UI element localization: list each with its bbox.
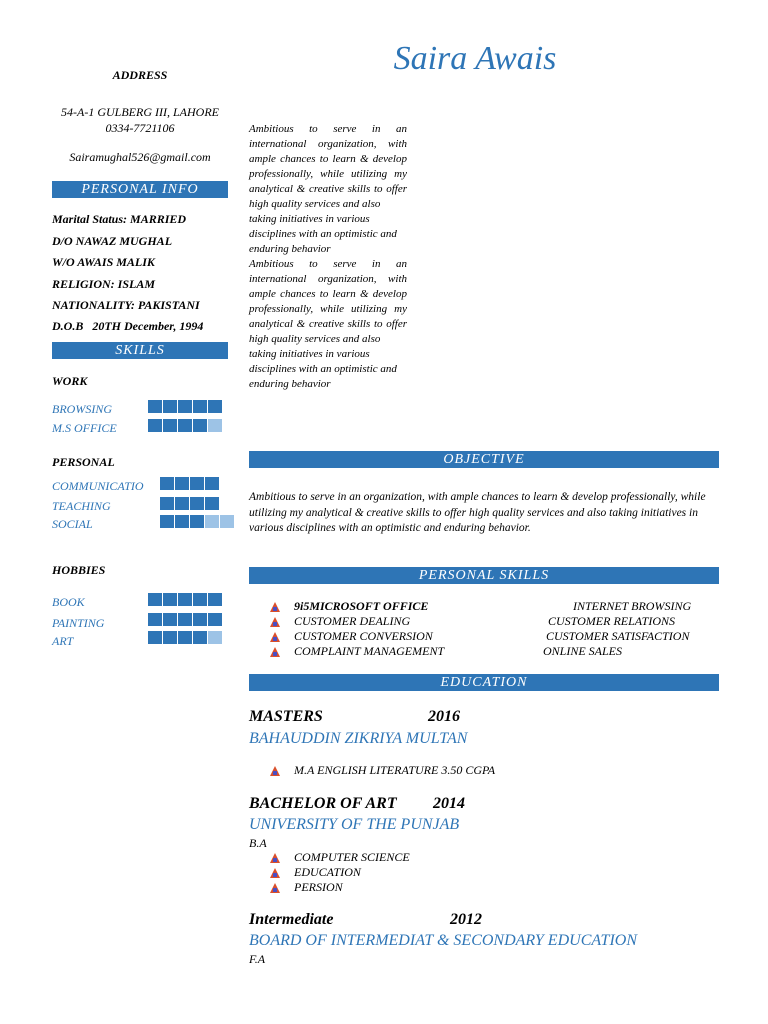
rating-box-filled xyxy=(148,593,162,606)
objective-heading: OBJECTIVE xyxy=(249,451,719,468)
rating-box-filled xyxy=(148,400,162,413)
skills-heading: SKILLS xyxy=(52,342,228,359)
skills-group-hobbies: HOBBIES xyxy=(52,563,106,577)
summary-paragraph: Ambitious to serve in an international organization, with ample chances to learn & develop professionally, while utilizing my analytical & creative skills to offer high quality services and also xyxy=(249,123,407,210)
personal-skill-label: CUSTOMER CONVERSION xyxy=(294,629,433,643)
rating-box-empty xyxy=(208,631,222,644)
skill-rating xyxy=(148,631,222,644)
rating-box-empty xyxy=(208,419,222,432)
education-item-label: EDUCATION xyxy=(294,865,361,879)
education-masters-year: 2016 xyxy=(428,708,460,725)
personal-info-daughter-of: D/O NAWAZ MUGHAL xyxy=(52,234,173,248)
rating-box-filled xyxy=(175,515,189,528)
rating-box-filled xyxy=(178,631,192,644)
education-item xyxy=(270,865,361,880)
rating-box-filled xyxy=(208,400,222,413)
profile-summary xyxy=(249,122,407,392)
phone-number: 0334-7721106 xyxy=(105,121,175,135)
education-intermediate-institute: BOARD OF INTERMEDIAT & SECONDARY EDUCATION xyxy=(249,932,637,949)
rating-box-filled xyxy=(178,613,192,626)
rating-box-empty xyxy=(220,515,234,528)
bullet-icon xyxy=(270,602,280,612)
personal-skill-label: CUSTOMER RELATIONS xyxy=(548,614,676,628)
bullet-icon xyxy=(270,647,280,657)
personal-skill-item xyxy=(270,599,428,614)
rating-box-filled xyxy=(160,515,174,528)
bullet-icon xyxy=(270,766,280,776)
rating-box-filled xyxy=(193,419,207,432)
education-bachelor-institute: UNIVERSITY OF THE PUNJAB xyxy=(249,816,460,833)
rating-box-filled xyxy=(205,477,219,490)
summary-paragraph: taking initiatives in various disciplines with an optimistic and enduring behavior xyxy=(249,213,397,255)
rating-box-filled xyxy=(208,613,222,626)
personal-skill-item xyxy=(270,614,410,629)
education-masters-title: MASTERS xyxy=(249,708,323,725)
skill-rating xyxy=(148,419,222,432)
rating-box-filled xyxy=(205,497,219,510)
hobby-book: BOOK xyxy=(52,595,85,609)
rating-box-filled xyxy=(163,631,177,644)
skills-group-work: WORK xyxy=(52,374,88,388)
education-item xyxy=(270,763,495,778)
personal-skills-heading: PERSONAL SKILLS xyxy=(249,567,719,584)
personal-info-nationality: NATIONALITY: PAKISTANI xyxy=(52,298,200,312)
email-address: Sairamughal526@gmail.com xyxy=(69,150,211,164)
rating-box-filled xyxy=(193,631,207,644)
summary-paragraph: taking initiatives in various disciplines with an optimistic and enduring behavior xyxy=(249,348,397,390)
rating-box-filled xyxy=(193,613,207,626)
candidate-name: Saira Awais xyxy=(393,40,557,77)
personal-skill-item xyxy=(270,629,433,644)
rating-box-filled xyxy=(178,593,192,606)
skill-rating xyxy=(160,497,219,510)
education-masters-institute: BAHAUDDIN ZIKRIYA MULTAN xyxy=(249,730,468,747)
objective-text: Ambitious to serve in an organization, with ample chances to learn & develop professionally, while utilizing my analytical & creative skills to offer high quality services and also taking initiatives in various disciplines with an optimistic and enduring behavior. xyxy=(249,491,706,534)
hobby-art: ART xyxy=(52,634,74,648)
skills-group-personal: PERSONAL xyxy=(52,455,115,469)
education-bachelor-degree: B.A xyxy=(249,836,267,850)
education-item xyxy=(270,850,410,865)
rating-box-filled xyxy=(190,497,204,510)
personal-skill-label: ONLINE SALES xyxy=(543,644,623,658)
skill-rating xyxy=(148,400,222,413)
education-heading: EDUCATION xyxy=(249,674,719,691)
rating-box-filled xyxy=(160,497,174,510)
personal-skill-label: CUSTOMER SATISFACTION xyxy=(546,629,690,643)
skill-rating xyxy=(148,613,222,626)
rating-box-filled xyxy=(163,419,177,432)
personal-skill-label: CUSTOMER DEALING xyxy=(294,614,411,628)
rating-box-filled xyxy=(193,593,207,606)
address-line: 54-A-1 GULBERG III, LAHORE xyxy=(61,105,219,119)
education-intermediate-degree: F.A xyxy=(249,952,266,966)
rating-box-filled xyxy=(175,477,189,490)
bullet-icon xyxy=(270,868,280,878)
bullet-icon xyxy=(270,617,280,627)
bullet-icon xyxy=(270,853,280,863)
bullet-icon xyxy=(270,632,280,642)
skill-rating xyxy=(148,593,222,606)
rating-box-filled xyxy=(208,593,222,606)
personal-skill-item xyxy=(270,644,444,659)
rating-box-filled xyxy=(160,477,174,490)
rating-box-filled xyxy=(190,477,204,490)
rating-box-filled xyxy=(178,400,192,413)
rating-box-filled xyxy=(163,400,177,413)
rating-box-filled xyxy=(190,515,204,528)
skill-ms-office: M.S OFFICE xyxy=(52,421,117,435)
education-bachelor-title: BACHELOR OF ART xyxy=(249,795,397,812)
hobby-painting: PAINTING xyxy=(52,616,105,630)
skill-communication: COMMUNICATIO xyxy=(52,479,144,493)
summary-paragraph: Ambitious to serve in an international organization, with ample chances to learn & develop professionally, while utilizing my analytical & creative skills to offer high quality services and also xyxy=(249,258,407,345)
personal-skill-label: 9i5MICROSOFT OFFICE xyxy=(294,599,429,613)
education-bachelor-year: 2014 xyxy=(433,795,465,812)
personal-info-wife-of: W/O AWAIS MALIK xyxy=(52,255,155,269)
education-item-label: M.A ENGLISH LITERATURE 3.50 CGPA xyxy=(294,763,496,777)
personal-info-heading: PERSONAL INFO xyxy=(52,181,228,198)
education-item-label: PERSION xyxy=(294,880,343,894)
bullet-icon xyxy=(270,883,280,893)
education-intermediate-year: 2012 xyxy=(450,911,482,928)
address-heading: ADDRESS xyxy=(112,68,168,82)
rating-box-filled xyxy=(175,497,189,510)
rating-box-filled xyxy=(178,419,192,432)
rating-box-filled xyxy=(148,631,162,644)
personal-info-dob: D.O.B 20TH December, 1994 xyxy=(52,319,204,333)
rating-box-filled xyxy=(193,400,207,413)
education-item xyxy=(270,880,343,895)
rating-box-filled xyxy=(163,593,177,606)
skill-teaching: TEACHING xyxy=(52,499,111,513)
rating-box-filled xyxy=(163,613,177,626)
personal-skill-label: INTERNET BROWSING xyxy=(573,599,692,613)
rating-box-filled xyxy=(148,419,162,432)
skill-rating xyxy=(160,477,219,490)
personal-info-marital: Marital Status: MARRIED xyxy=(52,212,187,226)
skill-browsing: BROWSING xyxy=(52,402,112,416)
rating-box-empty xyxy=(205,515,219,528)
skill-social: SOCIAL xyxy=(52,517,93,531)
education-item-label: COMPUTER SCIENCE xyxy=(294,850,410,864)
rating-box-filled xyxy=(148,613,162,626)
personal-skill-label: COMPLAINT MANAGEMENT xyxy=(294,644,445,658)
skill-rating xyxy=(160,515,234,528)
education-intermediate-title: Intermediate xyxy=(249,911,334,928)
personal-info-religion: RELIGION: ISLAM xyxy=(52,277,156,291)
